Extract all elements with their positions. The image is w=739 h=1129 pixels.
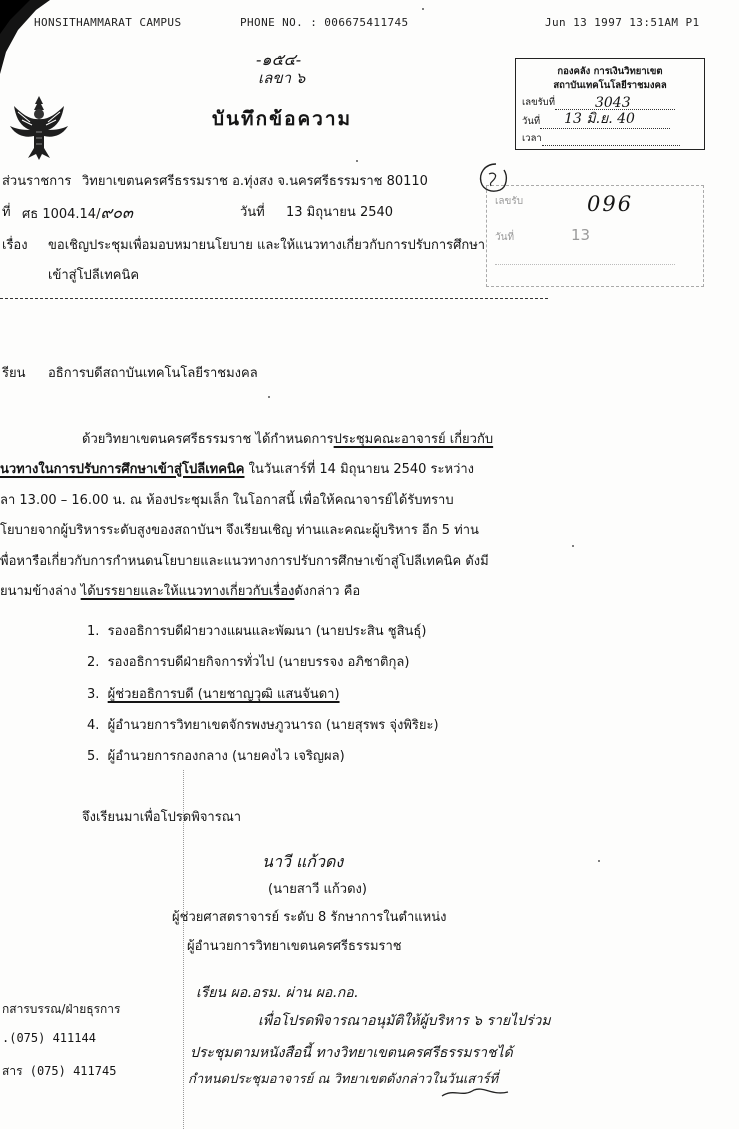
- to-label: รียน: [2, 366, 26, 381]
- paragraph-line-5: พื่อหารือเกี่ยวกับการกำหนดนโยบายและแนวทางการปรับการศึกษาเข้าสู่โปลีเทคนิค ดังมี: [0, 554, 489, 569]
- date-label: วันที่: [240, 205, 265, 220]
- list-item-number: 4.: [87, 718, 100, 733]
- paragraph-line-6-underlined: ได้บรรยายและให้แนวทางเกี่ยวกับเรื่อง: [80, 584, 295, 599]
- list-item-number: 3.: [87, 687, 100, 702]
- list-item-number: 1.: [87, 624, 100, 639]
- handwritten-note-line-2: เพื่อโปรดพิจารณาอนุมัติให้ผู้บริหาร ๖ รายไปร่วม: [258, 1013, 551, 1029]
- list-item-text: ผู้อำนวยการกองกลาง (นายคงไว เจริญผล): [107, 749, 345, 764]
- paragraph-line-6: [0, 580, 360, 601]
- subject-line-1: ขอเชิญประชุมเพื่อมอบหมายนโยบาย และให้แนวทางเกี่ยวกับการปรับการศึกษา: [48, 238, 486, 253]
- agency-value: วิทยาเขตนครศรีธรรมราช อ.ทุ่งสง จ.นครศรีธรรมราช 80110: [82, 174, 428, 189]
- fax-datetime: Jun 13 1997 13:51AM P1: [545, 16, 700, 29]
- paragraph-line-2-text: ในวันเสาร์ที่ 14 มิถุนายน 2540 ระหว่าง: [244, 462, 475, 477]
- paragraph-line-1: [82, 428, 493, 449]
- stamp-date: [522, 111, 698, 129]
- handwritten-circle-mark: [476, 160, 510, 196]
- list-item-number: 2.: [87, 655, 100, 670]
- contact-fax: สาร (075) 411745: [2, 1064, 117, 1078]
- stamp2-faint-line: [495, 264, 675, 265]
- paragraph-line-6-text: ยนามข้างล่าง: [0, 584, 81, 599]
- agency-label: ส่วนราชการ: [2, 174, 72, 189]
- scan-speck: [572, 545, 574, 547]
- subject-label: เรื่อง: [2, 238, 28, 253]
- list-item: [87, 620, 426, 641]
- contact-phone: .(075) 411144: [2, 1031, 96, 1045]
- handwritten-note-top: เลขา ๖: [258, 69, 306, 87]
- list-item-text-underlined: ผู้ช่วยอธิการบดี (นายชาญวุฒิ แสนจันดา): [107, 687, 340, 702]
- list-item-text: ผู้อำนวยการวิทยาเขตจักรพงษภูวนารถ (นายสุรพร จุ่งพิริยะ): [107, 718, 439, 733]
- signer-name: (นายสาวี แก้วดง): [268, 882, 367, 897]
- ref-label: ที่: [2, 205, 11, 220]
- paragraph-line-2-underlined: นวทางในการปรับการศึกษาเข้าสู่โปลีเทคนิค: [0, 462, 245, 477]
- stamp2-number-label: เลขรับ: [495, 196, 524, 207]
- scan-speck: [356, 160, 358, 162]
- handwritten-note-line-3: ประชุมตามหนังสือนี้ ทางวิทยาเขตนครศรีธรรมราชได้: [190, 1045, 513, 1061]
- scan-speck: [598, 860, 600, 862]
- signer-position-2: ผู้อำนวยการวิทยาเขตนครศรีธรรมราช: [187, 939, 402, 954]
- receipt-stamp: [515, 58, 705, 150]
- stamp-receipt-number-value: 3043: [594, 95, 631, 111]
- stamp-receipt-number-label: เลขรับที่: [522, 97, 555, 108]
- stamp2-number-value: 096: [587, 192, 634, 216]
- paragraph-line-1-underlined: ประชุมคณะอาจารย์ เกี่ยวกับ: [333, 432, 494, 447]
- list-item: [87, 651, 409, 672]
- stamp-line-2: สถาบันเทคโนโลยีราชมงคล: [553, 80, 667, 91]
- stamp-time-label: เวลา: [522, 133, 542, 144]
- handwritten-note-line-4: กำหนดประชุมอาจารย์ ณ วิทยาเขตดังกล่าวในวันเสาร์ที่: [188, 1072, 499, 1087]
- fax-corner-shadow: [0, 0, 60, 76]
- second-receipt-stamp: [486, 185, 704, 287]
- stamp-line-1: กองคลัง การเงินวิทยาเขต: [557, 66, 663, 77]
- stamp-date-value: 13 มิ.ย. 40: [564, 111, 635, 127]
- list-item: [87, 745, 345, 766]
- memo-title: บันทึกข้อความ: [212, 108, 353, 130]
- paragraph-line-6-end: ดังกล่าว คือ: [294, 584, 361, 599]
- header-divider: [0, 298, 548, 299]
- signer-position-1: ผู้ช่วยศาสตราจารย์ ระดับ 8 รักษาการในตำแหน่ง: [172, 910, 447, 925]
- list-item-text: รองอธิการบดีฝ่ายวางแผนและพัฒนา (นายประสิน ชูสินธุ์): [107, 624, 427, 639]
- stamp2-date-value: 13: [571, 226, 591, 244]
- ref-number-printed: ศธ 1004.14/: [22, 207, 101, 222]
- paragraph-line-3: ลา 13.00 – 16.00 น. ณ ห้องประชุมเล็ก ในโอกาสนี้ เพื่อให้คณาจารย์ได้รับทราบ: [0, 493, 454, 508]
- stamp-date-label: วันที่: [522, 116, 541, 127]
- ref-number-handwritten: ๙๐๓: [100, 203, 133, 222]
- scan-speck: [422, 8, 424, 10]
- garuda-emblem-icon: [8, 92, 70, 162]
- stamp2-date-label: วันที่: [495, 232, 515, 243]
- closing-line: จึงเรียนมาเพื่อโปรดพิจารณา: [82, 810, 242, 825]
- list-item-number: 5.: [87, 749, 100, 764]
- handwritten-initial-mark: [440, 1086, 510, 1100]
- handwritten-signature: นาวี แก้วดง: [262, 852, 344, 871]
- contact-unit: กสารบรรณ/ฝ่ายธุรการ: [2, 1002, 121, 1016]
- date-value: 13 มิถุนายน 2540: [286, 205, 394, 220]
- handwritten-number: -๑๕๔-: [256, 50, 302, 69]
- subject-line-2: เข้าสู่โปลีเทคนิค: [48, 268, 140, 283]
- list-item: [87, 714, 439, 735]
- fax-phone: PHONE NO. : 006675411745: [240, 16, 409, 29]
- ref-number: [22, 201, 133, 226]
- stamp-time: [522, 131, 698, 146]
- paragraph-line-1-text: ด้วยวิทยาเขตนครศรีธรรมราช ได้กำหนดการ: [82, 432, 334, 447]
- list-item-text: รองอธิการบดีฝ่ายกิจการทั่วไป (นายบรรจง อภิชาติกุล): [107, 655, 410, 670]
- fax-sender: HONSITHAMMARAT CAMPUS: [34, 16, 182, 29]
- handwritten-note-line-1: เรียน ผอ.อรม. ผ่าน ผอ.กอ.: [196, 985, 359, 1001]
- to-value: อธิการบดีสถาบันเทคโนโลยีราชมงคล: [48, 366, 258, 381]
- list-item: [87, 683, 340, 704]
- paragraph-line-4: โยบายจากผู้บริหารระดับสูงของสถาบันฯ จึงเรียนเชิญ ท่านและคณะผู้บริหาร อีก 5 ท่าน: [0, 523, 479, 538]
- scan-speck: [268, 396, 270, 398]
- paragraph-line-2: [0, 458, 474, 479]
